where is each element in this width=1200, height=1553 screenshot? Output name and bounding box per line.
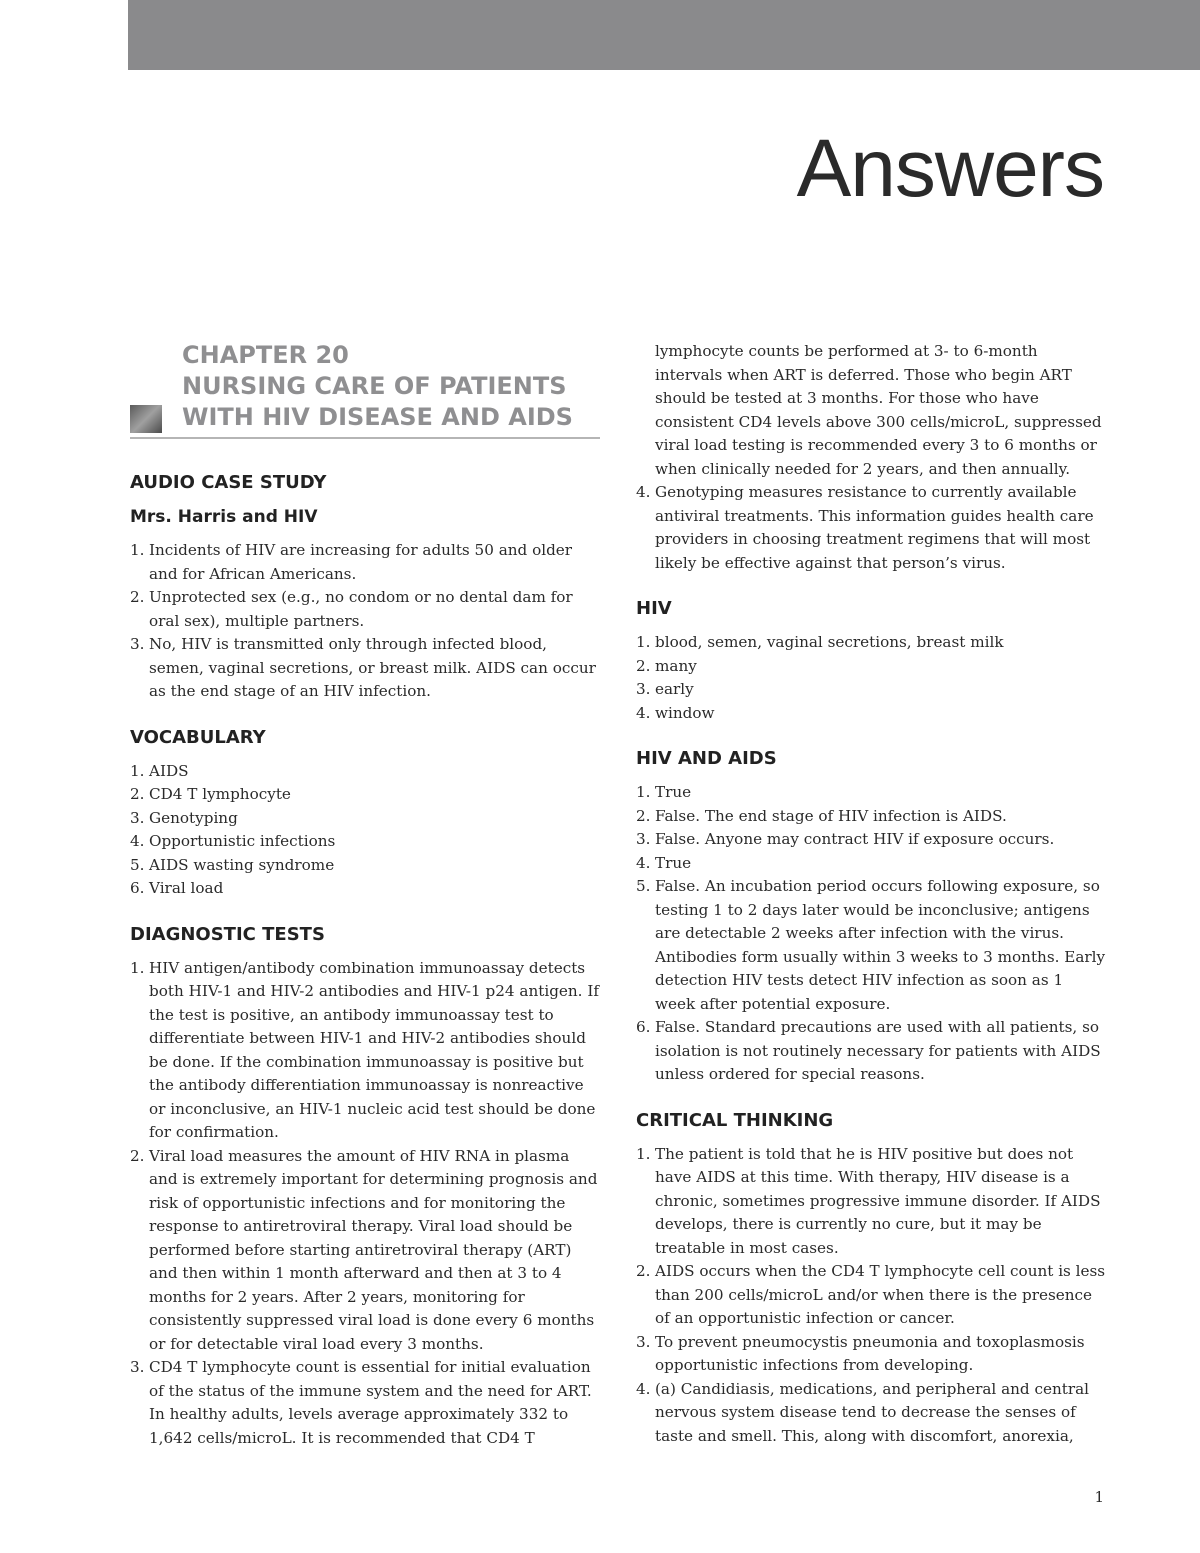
audio-icon — [130, 405, 162, 433]
list-item: 3. CD4 T lymphocyte count is essential for initial evaluation of the status of the immune system and the need for ART. In healthy adults, levels average approximately 332 to 1,642 cells/microL. It is recommended that CD4 T — [130, 1358, 592, 1447]
list-item: 3. No, HIV is transmitted only through infected blood, semen, vaginal secretions, or breast milk. AIDS can occur as the end stage of an HIV infection. — [130, 635, 596, 700]
chapter-title-line1: NURSING CARE OF PATIENTS — [182, 372, 567, 400]
section-title: DIAGNOSTIC TESTS — [130, 923, 325, 945]
list-item: 2. False. The end stage of HIV infection is AIDS. — [636, 806, 1007, 825]
list-item: 2. Viral load measures the amount of HIV RNA in plasma and is extremely important for determining prognosis and risk of opportunistic infections and for monitoring the response to antiretroviral therapy. Viral load should be performed before starting antiretroviral therapy (ART) and then within 1 month afterward and then at 3 to 4 months for 2 years. After 2 years, monitoring for consistently suppressed viral load is done every 6 months or for detectable viral load every 3 months. — [130, 1146, 598, 1353]
header-bar — [128, 0, 1200, 70]
list-item: 6. False. Standard precautions are used with all patients, so isolation is not routinely necessary for patients with AIDS unless ordered for special reasons. — [636, 1018, 1101, 1083]
chapter-title-line2: WITH HIV DISEASE AND AIDS — [182, 403, 573, 431]
section-subtitle: Mrs. Harris and HIV — [130, 507, 318, 527]
list-item: 1. AIDS — [130, 761, 189, 780]
left-column — [130, 340, 600, 1472]
list-item: 1. Incidents of HIV are increasing for adults 50 and older and for African Americans. — [130, 541, 573, 583]
section-diagnostic-tests-continued — [636, 340, 1106, 575]
list-item: 2. CD4 T lymphocyte — [130, 785, 291, 803]
section-critical-thinking — [636, 1109, 1106, 1449]
section-title: VOCABULARY — [130, 726, 266, 748]
chapter-number: CHAPTER 20 — [182, 341, 349, 369]
list-item: 1. True — [636, 783, 692, 801]
section-title: AUDIO CASE STUDY — [130, 472, 327, 493]
section-vocabulary — [130, 726, 600, 901]
list-item: 3. To prevent pneumocystis pneumonia and toxoplasmosis opportunistic infections from developing. — [636, 1332, 1085, 1374]
page-number: 1 — [1094, 1488, 1104, 1506]
section-hiv — [636, 597, 1106, 725]
list-item: 4. window — [636, 703, 715, 722]
list-item: 2. many — [636, 656, 697, 675]
section-title: HIV AND AIDS — [636, 748, 777, 769]
section-hiv-and-aids — [636, 747, 1106, 1087]
list-item: 2. AIDS occurs when the CD4 T lymphocyte cell count is less than 200 cells/microL and/or when there is the presence of an opportunistic infection or cancer. — [636, 1262, 1106, 1327]
list-item: 4. Genotyping measures resistance to currently available antiviral treatments. This information guides health care providers in choosing treatment regimens that will most likely be effective against that person’s virus. — [636, 483, 1094, 572]
list-item: 3. Genotyping — [130, 808, 238, 827]
list-item: 2. Unprotected sex (e.g., no condom or no dental dam for oral sex), multiple partners. — [130, 588, 573, 630]
list-item: 4. True — [636, 853, 692, 872]
section-diagnostic-tests — [130, 923, 600, 1451]
section-title: CRITICAL THINKING — [636, 1109, 834, 1131]
list-item: 5. AIDS wasting syndrome — [130, 855, 335, 874]
page-title: Answers — [796, 123, 1104, 214]
list-item: 4. (a) Candidiasis, medications, and peripheral and central nervous system disease tend to decrease the senses of taste and smell. This, along with discomfort, anorexia, — [636, 1379, 1090, 1445]
list-item: 5. False. An incubation period occurs following exposure, so testing 1 to 2 days later would be inconclusive; antigens are detectable 2 weeks after infection with the virus. Antibodies form usually within 3 weeks to 3 months. Early detection HIV tests detect HIV infection as soon as 1 week after potential exposure. — [636, 877, 1106, 1013]
list-item: 1. blood, semen, vaginal secretions, breast milk — [636, 633, 1004, 651]
section-title: HIV — [636, 598, 672, 619]
chapter-heading — [130, 340, 600, 439]
right-column — [636, 340, 1106, 1470]
list-item: 4. Opportunistic infections — [130, 832, 336, 850]
list-item: 1. The patient is told that he is HIV positive but does not have AIDS at this time. With therapy, HIV disease is a chronic, sometimes progressive immune disorder. If AIDS develops, there is currently no cure, but it may be treatable in most cases. — [636, 1144, 1101, 1257]
list-item-continuation: lymphocyte counts be performed at 3- to 6-month intervals when ART is deferred. Those who begin ART should be tested at 3 months. For those who have consistent CD4 levels above 300 cells/microL, suppressed viral load testing is recommended every 3 to 6 months or when clinically needed for 2 years, and then annually. — [655, 342, 1102, 478]
list-item: 3. early — [636, 680, 694, 698]
list-item: 3. False. Anyone may contract HIV if exposure occurs. — [636, 830, 1055, 848]
list-item: 1. HIV antigen/antibody combination immunoassay detects both HIV-1 and HIV-2 antibodies and HIV-1 p24 antigen. If the test is positive, an antibody immunoassay test to differentiate between HIV-1 and HIV-2 antibodies should be done. If the combination immunoassay is positive but the antibody differentiation immunoassay is nonreactive or inconclusive, an HIV-1 nucleic acid test should be done for confirmation. — [130, 958, 599, 1141]
list-item: 6. Viral load — [130, 879, 224, 897]
section-audio-case-study — [130, 471, 600, 704]
